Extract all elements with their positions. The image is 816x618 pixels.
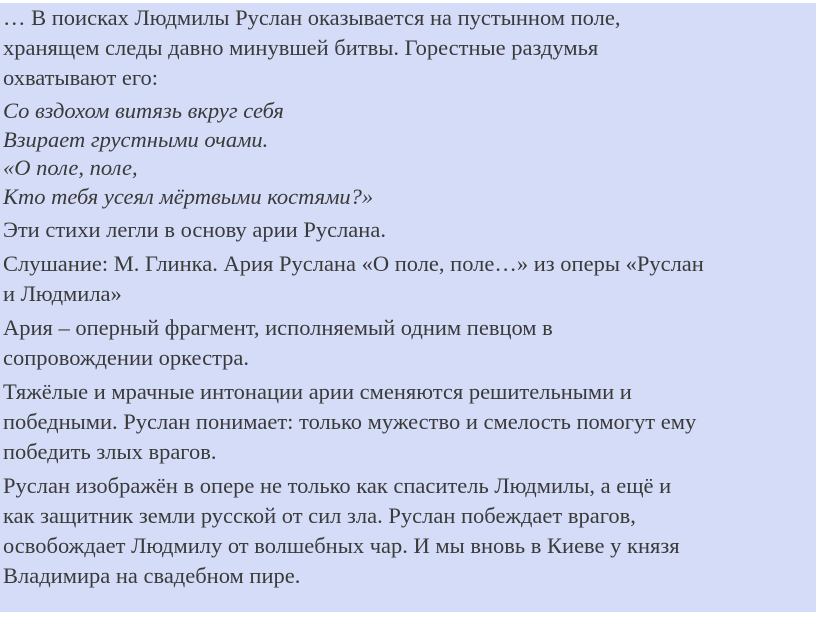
paragraph-line: … В поисках Людмилы Руслан оказывается на пустынном поле, <box>3 5 621 30</box>
conclusion-paragraph <box>3 471 816 591</box>
paragraph-line: победить злых врагов. <box>3 439 217 464</box>
aria-basis-paragraph <box>3 215 816 245</box>
paragraph-line: и Людмила» <box>3 281 122 306</box>
paragraph-line: Руслан изображён в опере не только как спаситель Людмилы, а ещё и <box>3 473 672 498</box>
paragraph-line: победными. Руслан понимает: только мужество и смелость помогут ему <box>3 409 697 434</box>
verse-line: Взирает грустными очами. <box>3 126 269 152</box>
text-block <box>0 3 816 612</box>
paragraph-line: сопровождении оркестра. <box>3 345 250 370</box>
intonations-paragraph <box>3 377 816 467</box>
listening-paragraph <box>3 249 816 309</box>
verse-line: Со вздохом витязь вкруг себя <box>3 98 284 123</box>
paragraph-line: хранящем следы давно минувшей битвы. Горестные раздумья <box>3 35 599 60</box>
verse-quote <box>3 97 816 211</box>
paragraph-line: освобождает Людмилу от волшебных чар. И мы вновь в Киеве у князя <box>3 533 680 558</box>
intro-paragraph <box>3 3 816 93</box>
verse-line: «О поле, поле, <box>3 155 138 180</box>
paragraph-line: Ария – оперный фрагмент, исполняемый одним певцом в <box>3 315 553 340</box>
paragraph-line: Слушание: М. Глинка. Ария Руслана «О поле, поле…» из оперы «Руслан <box>3 251 704 276</box>
paragraph-line: Тяжёлые и мрачные интонации арии сменяются решительными и <box>3 379 632 404</box>
paragraph-line: Владимира на свадебном пире. <box>3 563 301 588</box>
paragraph-line: охватывают его: <box>3 65 159 90</box>
verse-line: Кто тебя усеял мёртвыми костями?» <box>3 183 374 209</box>
paragraph-line: как защитник земли русской от сил зла. Руслан побеждает врагов, <box>3 503 636 528</box>
aria-definition-paragraph <box>3 313 816 373</box>
paragraph-line: Эти стихи легли в основу арии Руслана. <box>3 217 386 242</box>
